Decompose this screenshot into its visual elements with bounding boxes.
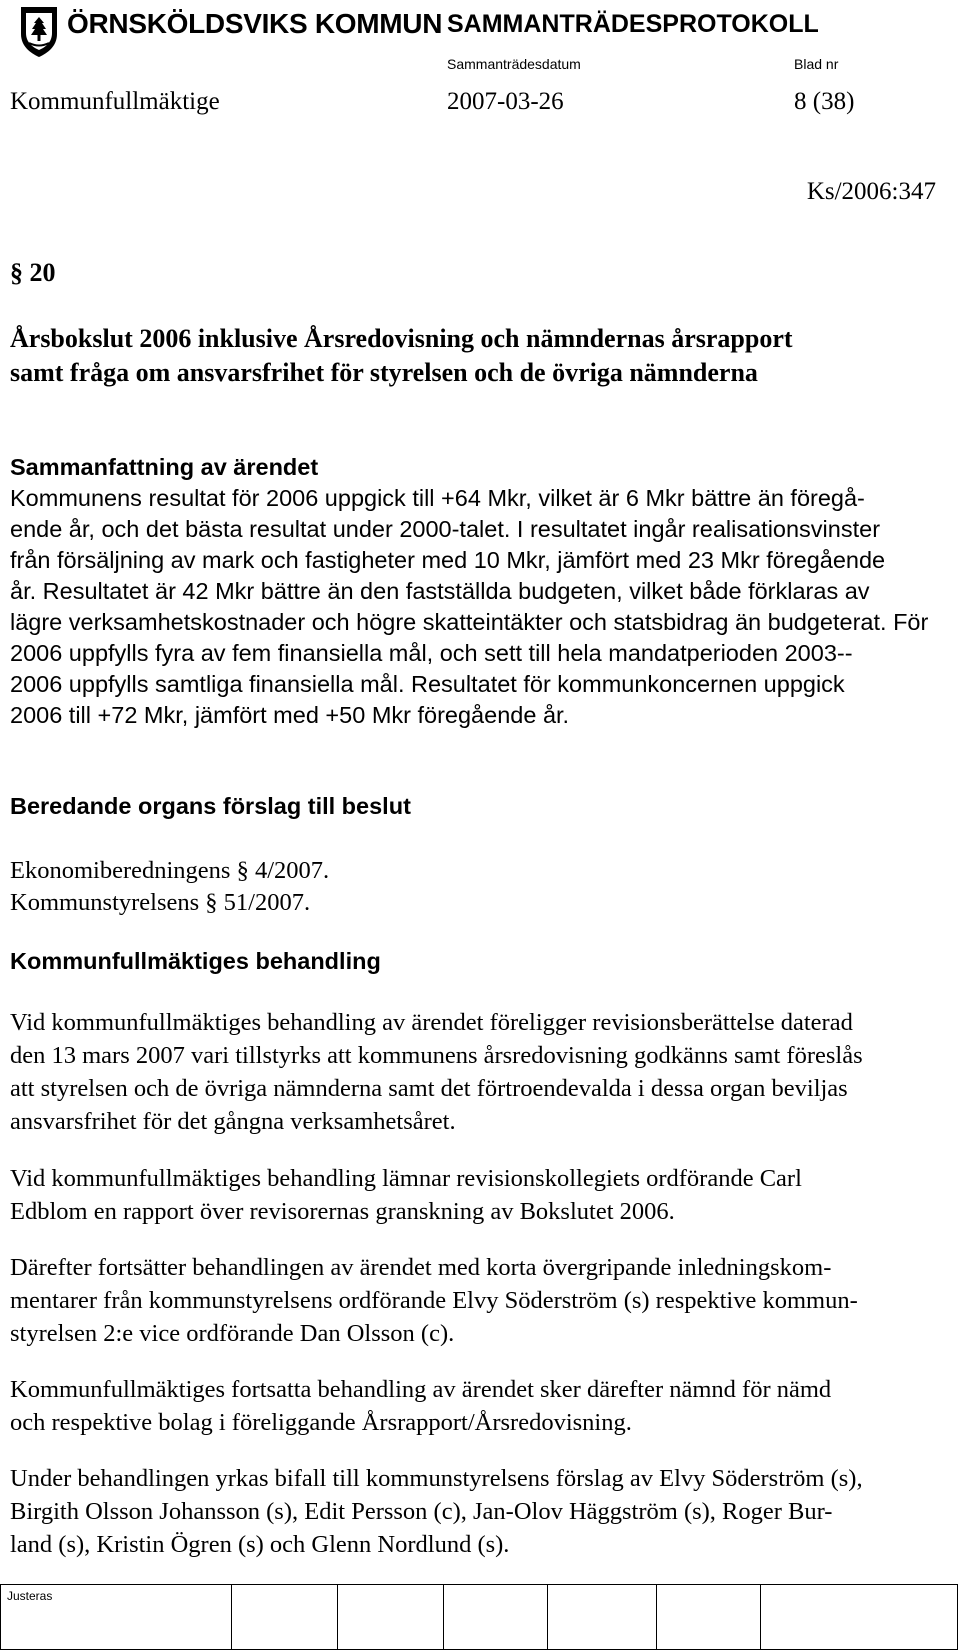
paragraph-line: ansvarsfrihet för det gångna verksamhetsåret.	[10, 1108, 456, 1135]
paragraph-line: Därefter fortsätter behandlingen av ärendet med korta övergripande inledningskom-	[10, 1254, 832, 1281]
case-title-line: Årsbokslut 2006 inklusive Årsredovisning och nämndernas årsrapport	[10, 324, 793, 353]
paragraph-line: Edblom en rapport över revisorernas granskning av Bokslutet 2006.	[10, 1198, 675, 1225]
justeras-label: Justeras	[7, 1589, 53, 1603]
organization-name: ÖRNSKÖLDSVIKS KOMMUN	[67, 8, 443, 39]
paragraph-line: den 13 mars 2007 vari tillstyrks att kommunens årsredovisning godkänns samt föreslås	[10, 1042, 863, 1069]
treatment-heading: Kommunfullmäktiges behandling	[10, 948, 381, 974]
paragraph-line: Birgith Olsson Johansson (s), Edit Persson (c), Jan-Olov Häggström (s), Roger Bur-	[10, 1498, 833, 1525]
paragraph-line: mentarer från kommunstyrelsens ordförande Elvy Söderström (s) respektive kommun-	[10, 1287, 858, 1314]
summary-heading: Sammanfattning av ärendet	[10, 454, 319, 480]
summary-line: 2006 uppfylls fyra av fem finansiella mål, och sett till hela mandatperioden 2003--	[10, 640, 853, 666]
paragraph-line: Vid kommunfullmäktiges behandling lämnar revisionskollegiets ordförande Carl	[10, 1165, 802, 1192]
summary-line: Kommunens resultat för 2006 uppgick till +64 Mkr, vilket är 6 Mkr bättre än föregå-	[10, 485, 865, 511]
case-title-line: samt fråga om ansvarsfrihet för styrelsen och de övriga nämnderna	[10, 358, 758, 387]
signature-cell	[657, 1585, 761, 1650]
treatment-paragraph	[10, 1462, 945, 1561]
signature-cell	[338, 1585, 444, 1650]
meeting-date: 2007-03-26	[447, 88, 564, 115]
page-number: 8 (38)	[794, 88, 855, 115]
proposal-heading: Beredande organs förslag till beslut	[10, 793, 411, 819]
treatment-paragraph	[10, 1006, 945, 1138]
signature-cell	[761, 1585, 958, 1650]
paragraph-line: att styrelsen och de övriga nämnderna samt det förtroendevalda i dessa organ beviljas	[10, 1075, 848, 1102]
meeting-date-label: Sammanträdesdatum	[447, 56, 581, 72]
summary-line: 2006 till +72 Mkr, jämfört med +50 Mkr föregående år.	[10, 702, 570, 728]
paragraph-line: och respektive bolag i föreliggande Årsrapport/Årsredovisning.	[10, 1409, 632, 1436]
case-number: Ks/2006:347	[806, 178, 936, 205]
paragraph-number: § 20	[10, 258, 56, 287]
body-name: Kommunfullmäktige	[10, 88, 220, 115]
summary-line: 2006 uppfylls samtliga finansiella mål. Resultatet för kommunkoncernen uppgick	[10, 671, 845, 697]
treatment-paragraph	[10, 1162, 945, 1228]
summary-text	[10, 483, 945, 731]
signature-box-row	[0, 1584, 958, 1650]
treatment-paragraph	[10, 1373, 945, 1439]
signature-cell-justeras	[1, 1585, 232, 1650]
summary-line: från försäljning av mark och fastigheter med 10 Mkr, jämfört med 23 Mkr föregående	[10, 547, 886, 573]
summary-line: ende år, och det bästa resultat under 2000-talet. I resultatet ingår realisationsvinster	[10, 516, 881, 542]
signature-cell	[232, 1585, 338, 1650]
paragraph-line: Kommunfullmäktiges fortsatta behandling av ärendet sker därefter nämnd för nämd	[10, 1376, 832, 1403]
paragraph-line: styrelsen 2:e vice ordförande Dan Olsson (c).	[10, 1320, 455, 1347]
signature-table	[0, 1584, 958, 1650]
case-title	[10, 322, 945, 390]
treatment-paragraph	[10, 1251, 945, 1350]
document-type: SAMMANTRÄDESPROTOKOLL	[447, 10, 819, 38]
signature-cell	[548, 1585, 657, 1650]
reference-economy-committee: Ekonomiberedningens § 4/2007.	[10, 857, 330, 884]
paragraph-line: Under behandlingen yrkas bifall till kommunstyrelsens förslag av Elvy Söderström (s),	[10, 1465, 863, 1492]
paragraph-line: Vid kommunfullmäktiges behandling av ärendet föreligger revisionsberättelse daterad	[10, 1009, 853, 1036]
municipal-crest-icon	[18, 4, 60, 58]
paragraph-line: land (s), Kristin Ögren (s) och Glenn Nordlund (s).	[10, 1531, 510, 1558]
signature-cell	[444, 1585, 548, 1650]
summary-line: lägre verksamhetskostnader och högre skatteintäkter och statsbidrag än budgeterat. För	[10, 609, 929, 635]
reference-executive-board: Kommunstyrelsens § 51/2007.	[10, 889, 311, 916]
page-number-label: Blad nr	[794, 56, 839, 72]
summary-line: år. Resultatet är 42 Mkr bättre än den fastställda budgeten, vilket både förklaras av	[10, 578, 870, 604]
